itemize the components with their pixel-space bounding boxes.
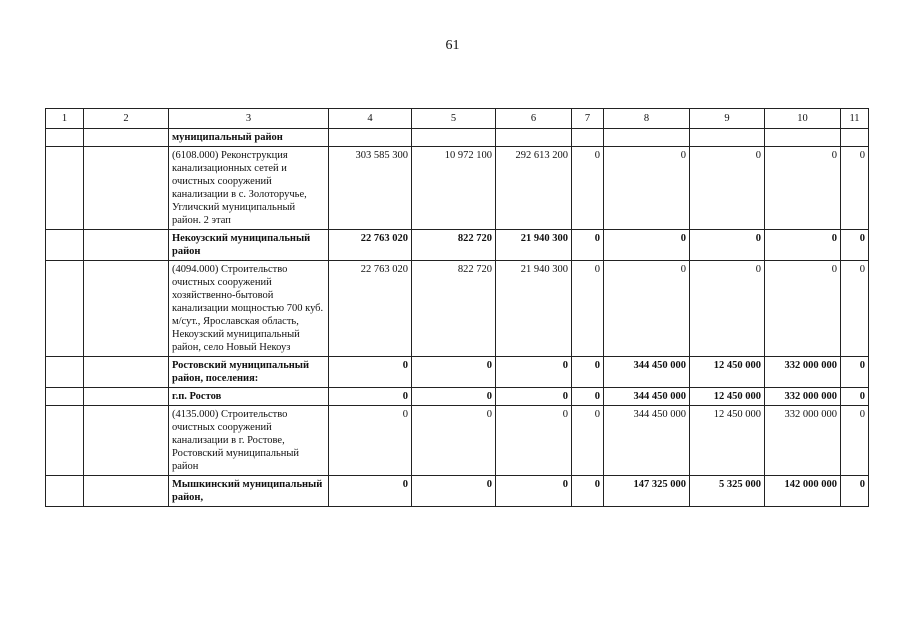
column-header: 11 (841, 109, 869, 129)
table-cell (46, 261, 84, 357)
column-header: 9 (690, 109, 765, 129)
table-cell: 0 (841, 476, 869, 507)
table-cell: Некоузский муниципальный район (169, 230, 329, 261)
table-cell: 332 000 000 (765, 406, 841, 476)
table-cell: 0 (329, 357, 412, 388)
table-cell: г.п. Ростов (169, 388, 329, 406)
table-cell: 22 763 020 (329, 230, 412, 261)
table-cell: 344 450 000 (604, 406, 690, 476)
table-cell: (6108.000) Реконструкция канализационных сетей и очистных сооружений канализации в с. Золоторучье, Угличский муниципальный район. 2 этап (169, 147, 329, 230)
table-cell (690, 129, 765, 147)
page-number: 61 (445, 38, 460, 53)
table-row (46, 129, 869, 147)
table-cell: (4135.000) Строительство очистных сооружений канализации в г. Ростове, Ростовский муниципальный район (169, 406, 329, 476)
table-cell: 0 (496, 406, 572, 476)
table-cell (84, 357, 169, 388)
table-cell: 0 (572, 406, 604, 476)
column-header: 3 (169, 109, 329, 129)
table-cell: 0 (572, 261, 604, 357)
table-cell: 0 (572, 357, 604, 388)
table-cell: 0 (496, 357, 572, 388)
table-cell (84, 406, 169, 476)
table-cell: 0 (412, 388, 496, 406)
table-cell (84, 388, 169, 406)
table-cell: 0 (841, 357, 869, 388)
table-row (46, 388, 869, 406)
table-row (46, 357, 869, 388)
table-cell: 0 (604, 261, 690, 357)
table-cell: 0 (329, 406, 412, 476)
table-cell (765, 129, 841, 147)
table-cell: 0 (841, 230, 869, 261)
table-cell: 0 (604, 147, 690, 230)
table-cell: 0 (572, 147, 604, 230)
table-cell: 0 (690, 261, 765, 357)
column-header: 8 (604, 109, 690, 129)
table-cell (46, 388, 84, 406)
table-cell (841, 129, 869, 147)
table-cell (46, 476, 84, 507)
table-cell (84, 147, 169, 230)
table-cell: 0 (412, 476, 496, 507)
table-row (46, 230, 869, 261)
table-cell (84, 476, 169, 507)
table-cell: Ростовский муниципальный район, поселения: (169, 357, 329, 388)
column-header: 5 (412, 109, 496, 129)
column-header: 6 (496, 109, 572, 129)
table-cell: 0 (496, 476, 572, 507)
column-header: 2 (84, 109, 169, 129)
budget-table (45, 108, 869, 507)
column-header: 4 (329, 109, 412, 129)
table-cell: 332 000 000 (765, 357, 841, 388)
table-row (46, 406, 869, 476)
table-cell (329, 129, 412, 147)
table-cell (46, 129, 84, 147)
column-header: 10 (765, 109, 841, 129)
table-cell (84, 261, 169, 357)
table-row (46, 147, 869, 230)
table-cell: 822 720 (412, 261, 496, 357)
table-cell: 0 (572, 230, 604, 261)
table-cell: 12 450 000 (690, 406, 765, 476)
table-cell: 0 (841, 406, 869, 476)
table-cell (412, 129, 496, 147)
table-cell: 21 940 300 (496, 261, 572, 357)
table-cell: 12 450 000 (690, 357, 765, 388)
table-cell: 0 (765, 230, 841, 261)
table-cell: 22 763 020 (329, 261, 412, 357)
table-row (46, 476, 869, 507)
table-cell: 0 (329, 388, 412, 406)
table-cell: 10 972 100 (412, 147, 496, 230)
column-header: 1 (46, 109, 84, 129)
header-row (46, 109, 869, 129)
table-cell (46, 147, 84, 230)
table-cell: 0 (604, 230, 690, 261)
table-cell (46, 357, 84, 388)
table-cell: 0 (572, 388, 604, 406)
table-cell: 0 (572, 476, 604, 507)
table-cell: 0 (412, 357, 496, 388)
table-cell: 292 613 200 (496, 147, 572, 230)
table-cell: 303 585 300 (329, 147, 412, 230)
table-cell: 5 325 000 (690, 476, 765, 507)
table-cell: 0 (765, 261, 841, 357)
table-cell: 344 450 000 (604, 357, 690, 388)
table-cell: 12 450 000 (690, 388, 765, 406)
table-cell: 142 000 000 (765, 476, 841, 507)
table-cell (572, 129, 604, 147)
table-cell: 0 (841, 388, 869, 406)
table-cell: 0 (496, 388, 572, 406)
table-cell: Мышкинский муниципальный район, (169, 476, 329, 507)
table-cell: 0 (412, 406, 496, 476)
table-cell: 822 720 (412, 230, 496, 261)
table-cell: 332 000 000 (765, 388, 841, 406)
table-row (46, 261, 869, 357)
table-cell: 21 940 300 (496, 230, 572, 261)
table-cell: (4094.000) Строительство очистных сооружений хозяйственно-бытовой канализации мощностью 700 куб. м/сут., Ярославская область, Некоузский муниципальный район, село Новый Некоуз (169, 261, 329, 357)
table-cell (604, 129, 690, 147)
table-cell: 0 (841, 261, 869, 357)
table-cell: 0 (765, 147, 841, 230)
table-cell (84, 129, 169, 147)
table-cell: 0 (690, 147, 765, 230)
table-cell (84, 230, 169, 261)
table-cell: 0 (841, 147, 869, 230)
table-cell: 344 450 000 (604, 388, 690, 406)
table-cell: муниципальный район (169, 129, 329, 147)
column-header: 7 (572, 109, 604, 129)
table-cell (46, 230, 84, 261)
table-cell (46, 406, 84, 476)
table-cell: 0 (690, 230, 765, 261)
table-cell: 147 325 000 (604, 476, 690, 507)
table-cell (496, 129, 572, 147)
table-cell: 0 (329, 476, 412, 507)
